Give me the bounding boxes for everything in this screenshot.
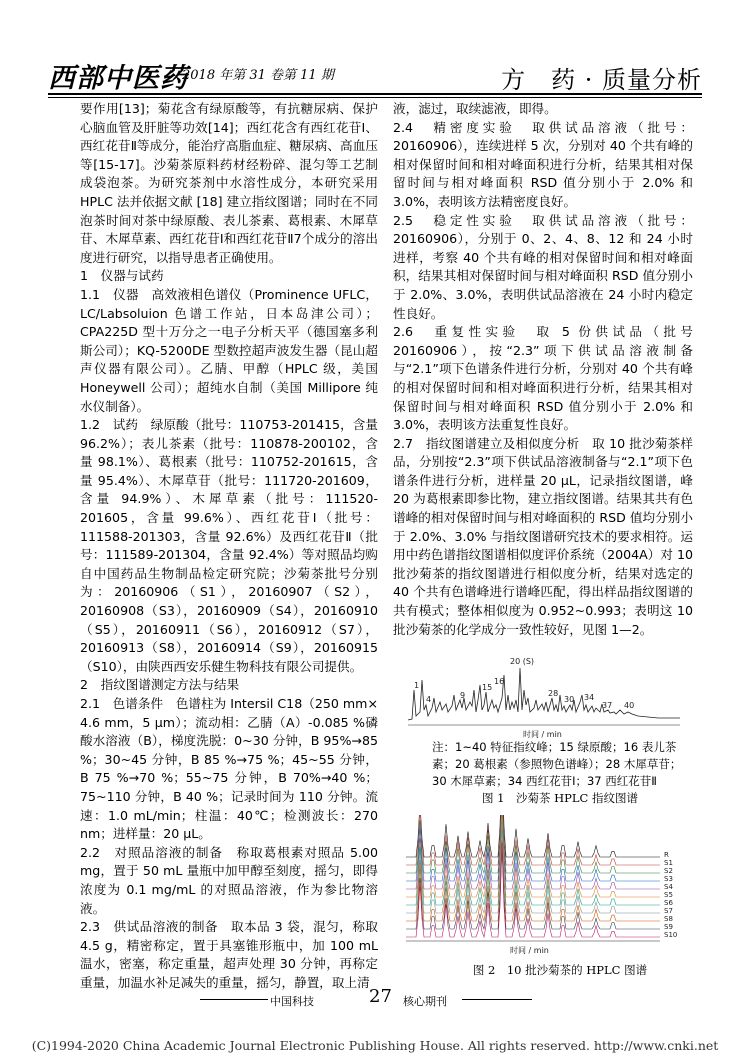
figure2-sample-label: S10 bbox=[664, 931, 678, 939]
figure1-peak-label: 28 bbox=[548, 689, 559, 698]
footer-rule-left bbox=[200, 999, 268, 1000]
figure1-axis-label: 时间 / min bbox=[523, 730, 562, 739]
figure2-sample-label: S4 bbox=[664, 883, 673, 891]
figure1-peak-label: 37 bbox=[602, 701, 613, 710]
paragraph-precision: 2.4 精密度实验 取供试品溶液（批号：20160906），连续进样 5 次，分别对 40 个共有峰的相对保留时间和相对峰面积进行分析，结果其相对保留时间与相对峰面积 RSD 值分别小于 2.0% 和 3.0%，表明该方法精密度良好。 bbox=[393, 119, 693, 209]
figure2-sample-label: S1 bbox=[664, 859, 673, 867]
paragraph-sample-cont: 液，滤过，取续滤液，即得。 bbox=[393, 101, 557, 116]
figure2-sample-label: S5 bbox=[664, 891, 673, 899]
figure1-trace bbox=[408, 668, 680, 720]
figure1-peak-label: 20 (S) bbox=[510, 657, 535, 666]
figure1-peak-label: 16 bbox=[494, 677, 505, 686]
figure2-sample-label: S3 bbox=[664, 875, 673, 883]
figure2-sample-trace bbox=[406, 815, 660, 865]
paragraph-intro-cont: 要作用[13]；菊花含有绿原酸等，有抗糖尿病、保护心脑血管及肝脏等功效[14]；西红花含有西红花苷Ⅰ、西红花苷Ⅱ等成分，能治疗高脂血症、糖尿病、高血压等[15-17]。沙菊茶原料药材经粉碎、混匀等工艺制成袋泡茶。为研究茶剂中水溶性成分，本研究采用 HPLC 法并依据文献 [18] 建立指纹图谱；同时在不同泡茶时间对茶中绿原酸、表儿茶素、葛根素、木犀草苷、木犀草素、西红花苷Ⅰ和西红花苷Ⅱ7个成分的溶出度进行研究，以指导患者正确使用。 bbox=[80, 101, 378, 265]
footer-rule-right bbox=[462, 999, 532, 1000]
figure2-sample-label: S7 bbox=[664, 907, 673, 915]
figure2-sample-label: R bbox=[664, 851, 669, 859]
header-rule bbox=[48, 93, 702, 95]
page-number: 27 bbox=[369, 986, 392, 1007]
copyright-line: (C)1994-2020 China Academic Journal Electronic Publishing House. All rights reserved. http://www.cnki.net bbox=[31, 1038, 719, 1053]
paragraph-reference-solution: 2.2 对照品溶液的制备 称取葛根素对照品 5.00 mg，置于 50 mL 量瓶中加甲醇至刻度，摇匀，即得浓度为 0.1 mg/mL 的对照品溶液，作为参比物溶液。 bbox=[80, 844, 378, 916]
paragraph-reagents: 1.2 试药 绿原酸（批号：110753-201415，含量 96.2%）；表儿茶素（批号：110878-200102，含量 98.1%）、葛根素（批号：110752-201615，含量 95.4%）、木犀草苷（批号：111720-201609，含量 94.9%）、木犀草素（批号：111520-201605，含量 99.6%）、西红花苷Ⅰ（批号：111588-201303，含量 92.6%）及西红花苷Ⅱ（批号：111589-201304，含量 92.4%）等对照品均购自中国药品生物制品检定研究院；沙菊茶批号分别为：20160906（S1），20160907（S2），20160908（S3），20160909（S4），20160910（S5），20160911（S6），20160912（S7），20160913（S8），20160914（S9），20160915（S10），由陕西西安乐健生物科技有限公司提供。 bbox=[80, 417, 378, 674]
figure2-caption: 图 2 10 批沙菊茶的 HPLC 图谱 bbox=[472, 963, 648, 977]
footer-right-label: 核心期刊 bbox=[403, 995, 447, 1008]
heading-fingerprint-method: 2 指纹图谱测定方法与结果 bbox=[80, 677, 240, 693]
figure2-chromatograms bbox=[398, 815, 690, 960]
heading-instruments: 1 仪器与试药 bbox=[80, 268, 164, 284]
figure1-chromatogram bbox=[398, 650, 698, 740]
figure1-peak-label: 1 bbox=[414, 681, 420, 690]
issue-info: 2018 年第 31 卷第 11 期 bbox=[182, 68, 334, 83]
left-column bbox=[80, 100, 378, 993]
figure1-note: 注：1~40 特征指纹峰；15 绿原酸；16 表儿茶素；20 葛根素（参照物色谱峰）；28 木犀草苷；30 木犀草素；34 西红花苷Ⅰ；37 西红花苷Ⅱ bbox=[432, 740, 682, 788]
paragraph-chromatography: 2.1 色谱条件 色谱柱为 Intersil C18（250 mm× 4.6 mm，5 μm）；流动相：乙腈（A）-0.085 %磷酸水溶液（B），梯度洗脱：0~30 分钟，B 95%→85 %；30~45 分钟，B 85 %→75 %；45~55 分钟，B 75 %→70 %；55~75 分钟，B 70%→40 %；75~110 分钟，B 40 %；记录时间为 110 分钟。流速：1.0 mL/min；柱温：40℃；检测波长：270 nm；进样量：20 μL。 bbox=[80, 696, 378, 842]
paragraph-sample-solution: 2.3 供试品溶液的制备 取本品 3 袋，混匀，称取 4.5 g，精密称定，置于具塞锥形瓶中，加 100 mL 温水，密塞，称定重量，超声处理 30 分钟，再称定重量，加温水补足减失的重量，摇匀，静置，取上清 bbox=[80, 919, 378, 990]
figure1-peak-label: 34 bbox=[584, 693, 595, 702]
figure2-sample-label: S6 bbox=[664, 899, 673, 907]
paragraph-repeatability: 2.6 重复性实验 取 5 份供试品（批号 20160906），按“2.3”项下供试品溶液制备与“2.1”项下色谱条件进行分析，分别对 40 个共有峰的相对保留时间和相对峰面积进行分析，结果其相对保留时间与相对峰面积 RSD 值分别小于 2.0% 和 3.0%，表明该方法重复性良好。 bbox=[393, 324, 693, 433]
right-column bbox=[393, 100, 693, 639]
figure1-peak-label: 40 bbox=[624, 701, 635, 710]
figure1-caption: 图 1 沙菊茶 HPLC 指纹图谱 bbox=[482, 791, 638, 805]
journal-logo: 西部中医药 bbox=[48, 63, 188, 94]
figure2-sample-label: S9 bbox=[664, 923, 673, 931]
figure2-sample-label: S2 bbox=[664, 867, 673, 875]
paragraph-instruments: 1.1 仪器 高效液相色谱仪（Prominence UFLC，LC/Labsoluion 色谱工作站，日本岛津公司）；CPA225D 型十万分之一电子分析天平（德国塞多利斯公司）；KQ-5200DE 型数控超声波发生器（昆山超声仪器有限公司）。乙腈、甲醇（HPLC 级，美国 Honeywell 公司）；超纯水自制（美国 Millipore 纯水仪制备）。 bbox=[80, 286, 378, 414]
figure1-peak-label: 9 bbox=[460, 691, 466, 700]
header-rule-thin bbox=[48, 97, 702, 98]
figure1-peak-label: 15 bbox=[482, 683, 493, 692]
figure1-peak-label: 4 bbox=[426, 695, 432, 704]
figure2-traces bbox=[406, 815, 660, 937]
figure2-axis-label: 时间 / min bbox=[510, 946, 549, 955]
paragraph-similarity: 2.7 指纹图谱建立及相似度分析 取 10 批沙菊茶样品，分别按“2.3”项下供试品溶液制备与“2.1”项下色谱条件进行分析，进样量 20 μL，记录指纹图谱，峰 20 为葛根素即参比物，建立指纹图谱。结果其共有色谱峰的相对保留时间与相对峰面积的 RSD 值均分别小于 2.0%、3.0% 与指纹图谱研究技术的要求相符。运用中药色谱指纹图谱相似度评价系统（2004A）对 10 批沙菊茶的指纹图谱进行相似度分析，结果对选定的 40 个共有色谱峰进行谱峰匹配，得出样品指纹图谱的共有模式；整体相似度为 0.952~0.993；表明这 10 批沙菊茶的化学成分一致性较好，见图 1—2。 bbox=[393, 435, 693, 637]
paragraph-stability: 2.5 稳定性实验 取供试品溶液（批号：20160906），分别于 0、2、4、8、12 和 24 小时进样，考察 40 个共有峰的相对保留时间和相对峰面积，结果其相对保留时间与相对峰面积 RSD 值分别小于 2.0%、3.0%，表明供试品溶液在 24 小时内稳定性良好。 bbox=[393, 212, 693, 321]
figure2-sample-label: S8 bbox=[664, 915, 673, 923]
figure2-sample-trace bbox=[406, 815, 660, 881]
footer-left-label: 中国科技 bbox=[270, 995, 314, 1008]
figure1-peak-label: 30 bbox=[564, 695, 575, 704]
figure2-sample-trace bbox=[406, 815, 660, 857]
section-title: 方 药 · 质量分析 bbox=[501, 66, 702, 94]
